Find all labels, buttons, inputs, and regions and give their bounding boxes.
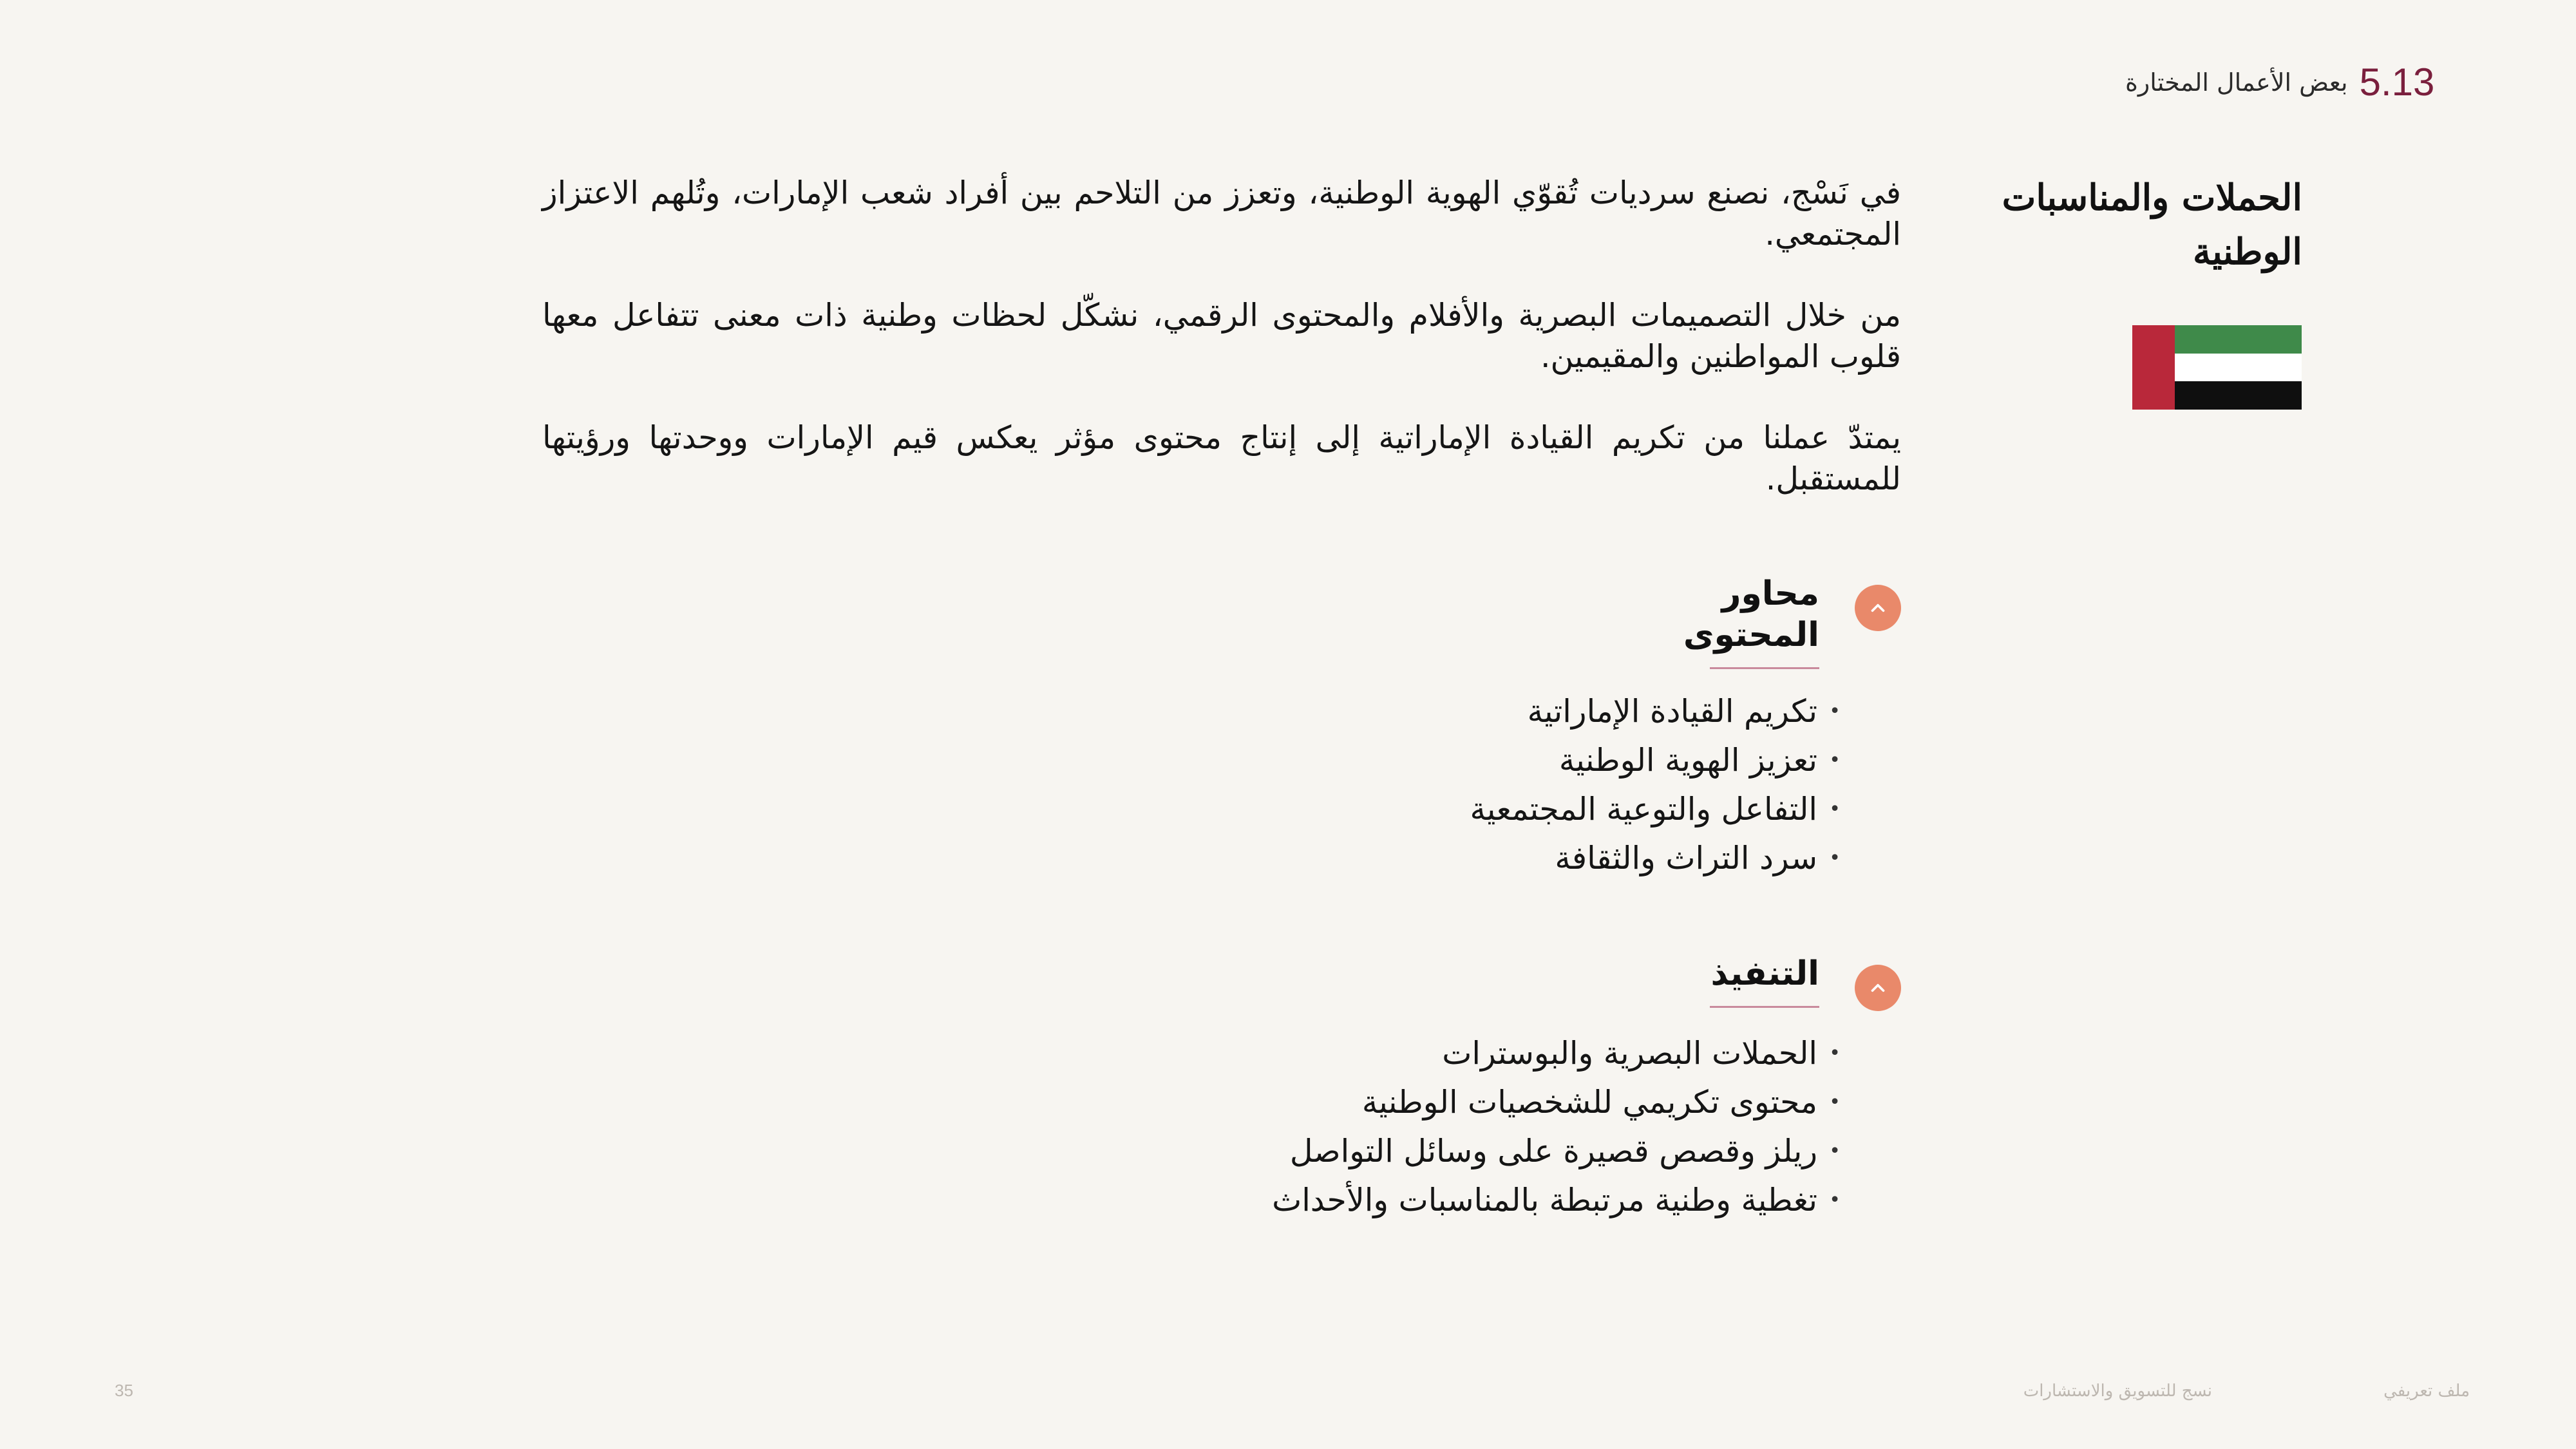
chevron-up-icon — [1867, 597, 1889, 619]
list-item: • التفاعل والتوعية المجتمعية — [1167, 785, 1817, 834]
list-item: • محتوى تكريمي للشخصيات الوطنية — [1167, 1078, 1817, 1127]
flag-black-stripe — [2175, 381, 2302, 410]
content-axes-list — [1167, 687, 1901, 883]
execution-title: التنفيذ — [1710, 954, 1819, 993]
execution-list — [1167, 1029, 1901, 1225]
footer-company: نسج للتسويق والاستشارات — [2023, 1381, 2212, 1401]
section-header — [2125, 63, 2473, 102]
flag-red-band — [2132, 325, 2175, 410]
side-title: الحملات والمناسبات الوطنية — [2002, 176, 2302, 273]
execution-toggle-button[interactable] — [1855, 965, 1901, 1011]
intro-paragraph-2: من خلال التصميمات البصرية والأفلام والمحتوى الرقمي، نشكّل لحظات وطنية ذات معنى تتفاعل معها قلوب المواطنين والمقيمين. — [542, 297, 1901, 375]
intro-paragraph-1: في نَسْج، نصنع سرديات تُقوّي الهوية الوطنية، وتعزز من التلاحم بين أفراد شعب الإمارات، وتُلهم الاعتزاز المجتمعي. — [542, 175, 1901, 252]
flag-green-stripe — [2175, 325, 2302, 354]
chevron-up-icon — [1867, 977, 1889, 999]
uae-flag-image — [2132, 325, 2302, 410]
list-item: • تغطية وطنية مرتبطة بالمناسبات والأحداث — [1167, 1176, 1817, 1225]
intro-text — [542, 173, 1901, 540]
execution-header — [1167, 953, 1901, 1011]
footer-doc-label: ملف تعريفي — [2383, 1381, 2470, 1401]
section-number: 5.13 — [2359, 61, 2435, 104]
list-item: • تكريم القيادة الإماراتية — [1167, 687, 1817, 736]
content-axes-title-wrap — [1683, 573, 1819, 669]
flag-white-stripe — [2175, 354, 2302, 381]
intro-paragraph-3: يمتدّ عملنا من تكريم القيادة الإماراتية إلى إنتاج محتوى مؤثر يعكس قيم الإمارات ووحدتها ورؤيتها للمستقبل. — [542, 419, 1901, 497]
list-item: • تعزيز الهوية الوطنية — [1167, 736, 1817, 785]
page-number: 35 — [115, 1381, 133, 1400]
execution-section — [1167, 953, 1901, 1225]
list-item: • الحملات البصرية والبوسترات — [1167, 1029, 1817, 1078]
section-name: بعض الأعمال المختارة — [2125, 68, 2348, 97]
content-axes-toggle-button[interactable] — [1855, 585, 1901, 631]
content-axes-title: محاور المحتوى — [1683, 574, 1819, 654]
execution-title-wrap — [1710, 953, 1819, 1008]
content-axes-header — [1167, 573, 1901, 669]
list-item: • ريلز وقصص قصيرة على وسائل التواصل — [1167, 1127, 1817, 1176]
content-axes-section — [1167, 573, 1901, 883]
list-item: • سرد التراث والثقافة — [1167, 834, 1817, 883]
